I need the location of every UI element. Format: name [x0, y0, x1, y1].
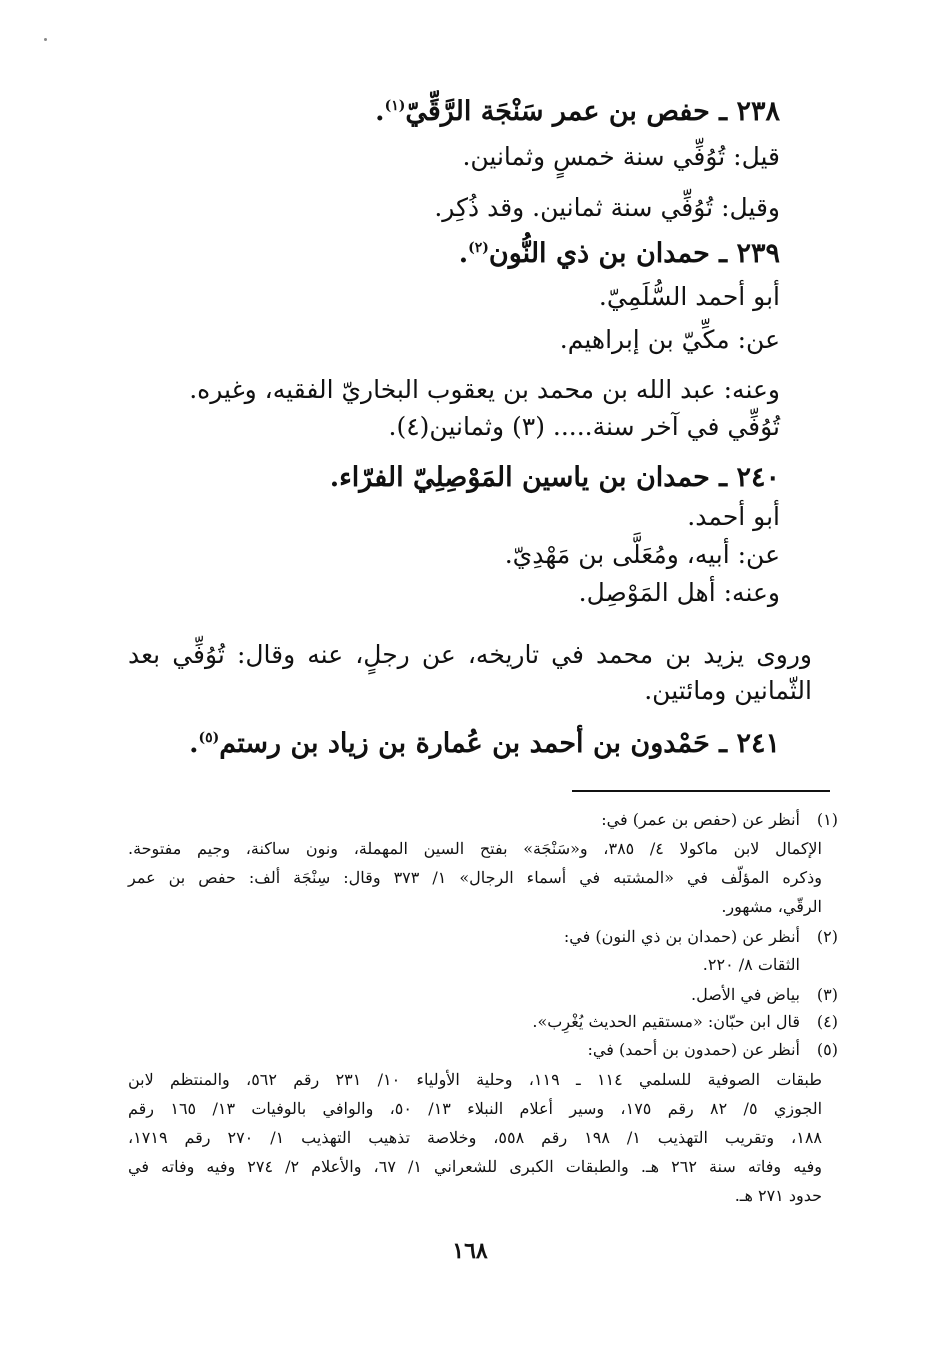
footnote-5-line-1: (٥)أنظر عن (حمدون بن أحمد) في: — [587, 1040, 838, 1059]
footnote-1-line-3: وذكره المؤلّف في «المشتبه في أسماء الرجال» ١/ ٣٧٣ وقال: سِنْجَة ألف: حفص بن عمر — [128, 868, 822, 887]
footnote-3-number: (٣) — [816, 985, 838, 1004]
entry-240-paragraph-line-2: الثّمانين ومائتين. — [644, 676, 812, 705]
footnote-5-number: (٥) — [816, 1040, 838, 1059]
footnote-separator — [572, 790, 830, 792]
entry-240-paragraph-line-1: وروى يزيد بن محمد في تاريخه، عن رجلٍ، عنه وقال: تُوُفِّي بعد — [128, 640, 812, 669]
footnote-4-line-1: (٤)قال ابن حبّان: «مستقيم الحديث يُغْرِب». — [532, 1012, 838, 1031]
footnote-2-line-2: الثقات ٨/ ٢٢٠. — [702, 955, 800, 974]
scan-dot — [44, 38, 47, 41]
footnote-1-line-2: الإكمال لابن ماكولا ٤/ ٣٨٥، و«سَنْجَة» بفتح السين المهملة، ونون ساكنة، وجيم مفتوحة. — [128, 839, 823, 858]
footnote-1-line-1: (١)أنظر عن (حفص بن عمر) في: — [601, 810, 838, 829]
entry-241-heading: ٢٤١ ـ حَمْدون بن أحمد بن عُمارة بن زياد بن رستم$^{(٥)}$. — [189, 728, 780, 759]
entry-238-line-1: قيل: تُوُفِّي سنة خمسٍ وثمانين. — [462, 142, 780, 171]
entry-239-line-2: عن: مكِّيّ بن إبراهيم. — [559, 325, 780, 354]
page-number: ١٦٨ — [452, 1238, 488, 1264]
entry-240-line-1: أبو أحمد. — [687, 502, 780, 531]
footnote-5-line-4: ١٨٨، وتقريب التهذيب ١/ ١٩٨ رقم ٥٥٨، وخلاصة تذهيب التهذيب ١/ ٢٧٠ رقم ١٧١٩، — [128, 1128, 823, 1147]
footnote-2-number: (٢) — [816, 927, 838, 946]
entry-240-heading: ٢٤٠ ـ حمدان بن ياسين المَوْصِلِيّ الفرّاء. — [329, 462, 780, 493]
footnote-1-line-4: الرقّي، مشهور. — [721, 897, 822, 916]
entry-239-line-4: تُوُفِّي في آخر سنة..... (٣) وثمانين(٤). — [388, 412, 780, 441]
footnote-1-number: (١) — [816, 810, 838, 829]
footnote-5-line-2: طبقات الصوفية للسلمي ١١٤ ـ ١١٩، وحلية الأولياء ١٠/ ٢٣١ رقم ٥٦٢، والمنتظم لابن — [128, 1070, 822, 1089]
entry-239-line-1: أبو أحمد السُّلَمِيّ. — [598, 282, 780, 311]
entry-240-line-2: عن: أبيه، ومُعَلَّى بن مَهْدِيّ. — [504, 540, 780, 569]
footnote-3-line-1: (٣)بياض في الأصل. — [690, 985, 838, 1004]
footnote-5-line-3: الجوزي ٥/ ٨٢ رقم ١٧٥، وسير أعلام النبلاء ١٣/ ٥٠، والوافي بالوفيات ١٣/ ١٦٥ رقم — [128, 1099, 823, 1118]
entry-239-heading: ٢٣٩ ـ حمدان بن ذي النُّون$^{(٢)}$. — [458, 238, 780, 269]
entry-239-line-3: وعنه: عبد الله بن محمد بن يعقوب البخاريّ الفقيه، وغيره. — [189, 375, 780, 404]
entry-238-line-2: وقيل: تُوُفِّي سنة ثمانين. وقد ذُكِر. — [434, 193, 780, 222]
entry-238-heading: ٢٣٨ ـ حفص بن عمر سَنْجَة الرَّقِّيّ$^{(١)}$. — [375, 96, 780, 127]
footnote-4-number: (٤) — [816, 1012, 838, 1031]
entry-240-line-3: وعنه: أهل المَوْصِل. — [578, 578, 780, 607]
footnote-2-line-1: (٢)أنظر عن (حمدان بن ذي النون) في: — [563, 927, 838, 946]
footnote-5-line-6: حدود ٢٧١ هـ. — [734, 1186, 822, 1205]
footnote-5-line-5: وفيه وفاته سنة ٢٦٢ هـ. والطبقات الكبرى للشعراني ١/ ٦٧، والأعلام ٢/ ٢٧٤ وفيه وفاته في — [128, 1157, 822, 1176]
